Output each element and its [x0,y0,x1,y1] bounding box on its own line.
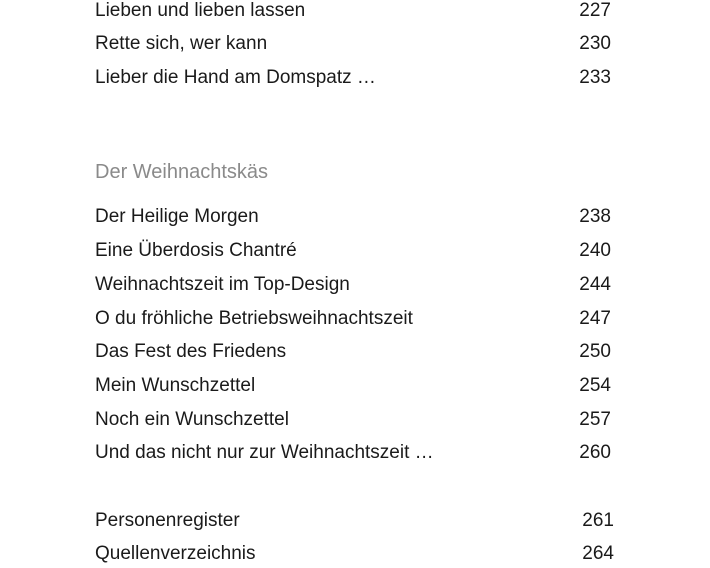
toc-entry-page: 227 [579,0,611,21]
toc-entry-title: Lieber die Hand am Domspatz … [95,67,376,88]
toc-entry-title: Und das nicht nur zur Weihnachtszeit … [95,442,434,463]
toc-entry-page: 244 [579,274,611,295]
toc-entry-title: Das Fest des Friedens [95,341,287,362]
toc-entry-page: 230 [579,33,611,54]
toc-entry-title: Noch ein Wunschzettel [95,409,289,430]
toc-entry-page: 238 [579,206,611,227]
toc-entry [95,238,615,264]
toc-entry-page: 250 [579,341,611,362]
toc-entry-page: 261 [582,510,614,531]
toc-entry [95,440,615,466]
toc-entry-title: Lieben und lieben lassen [95,0,306,21]
toc-entry-title: Der Heilige Morgen [95,206,259,227]
toc-entry [95,204,615,230]
toc-entry-title: Quellenverzeichnis [95,543,256,564]
toc-entry-page: 257 [579,409,611,430]
toc-entry-page: 247 [579,308,611,329]
toc-entry-page: 260 [579,442,611,463]
toc-entry-title: Eine Überdosis Chantré [95,240,297,261]
toc-entry [95,306,615,332]
toc-entry-page: 233 [579,67,611,88]
toc-entry-title: Weihnachtszeit im Top-Design [95,274,350,295]
toc-entry-page: 264 [582,543,614,564]
toc-entry [95,31,615,57]
toc-entry [95,407,615,433]
toc-entry [95,0,615,24]
toc-entry [95,541,615,567]
toc-entry-title: Rette sich, wer kann [95,33,268,54]
toc-entry-title: O du fröhliche Betriebsweihnachtszeit [95,308,413,329]
toc-entry-title: Personenregister [95,510,240,531]
section-title: Der Weihnachtskäs [95,161,269,183]
toc-entry-page: 254 [579,375,611,396]
toc-entry [95,373,615,399]
toc-entry [95,272,615,298]
toc-entry-page: 240 [579,240,611,261]
toc-entry [95,339,615,365]
toc-entry-title: Mein Wunschzettel [95,375,256,396]
toc-entry [95,508,615,534]
toc-entry [95,65,615,91]
